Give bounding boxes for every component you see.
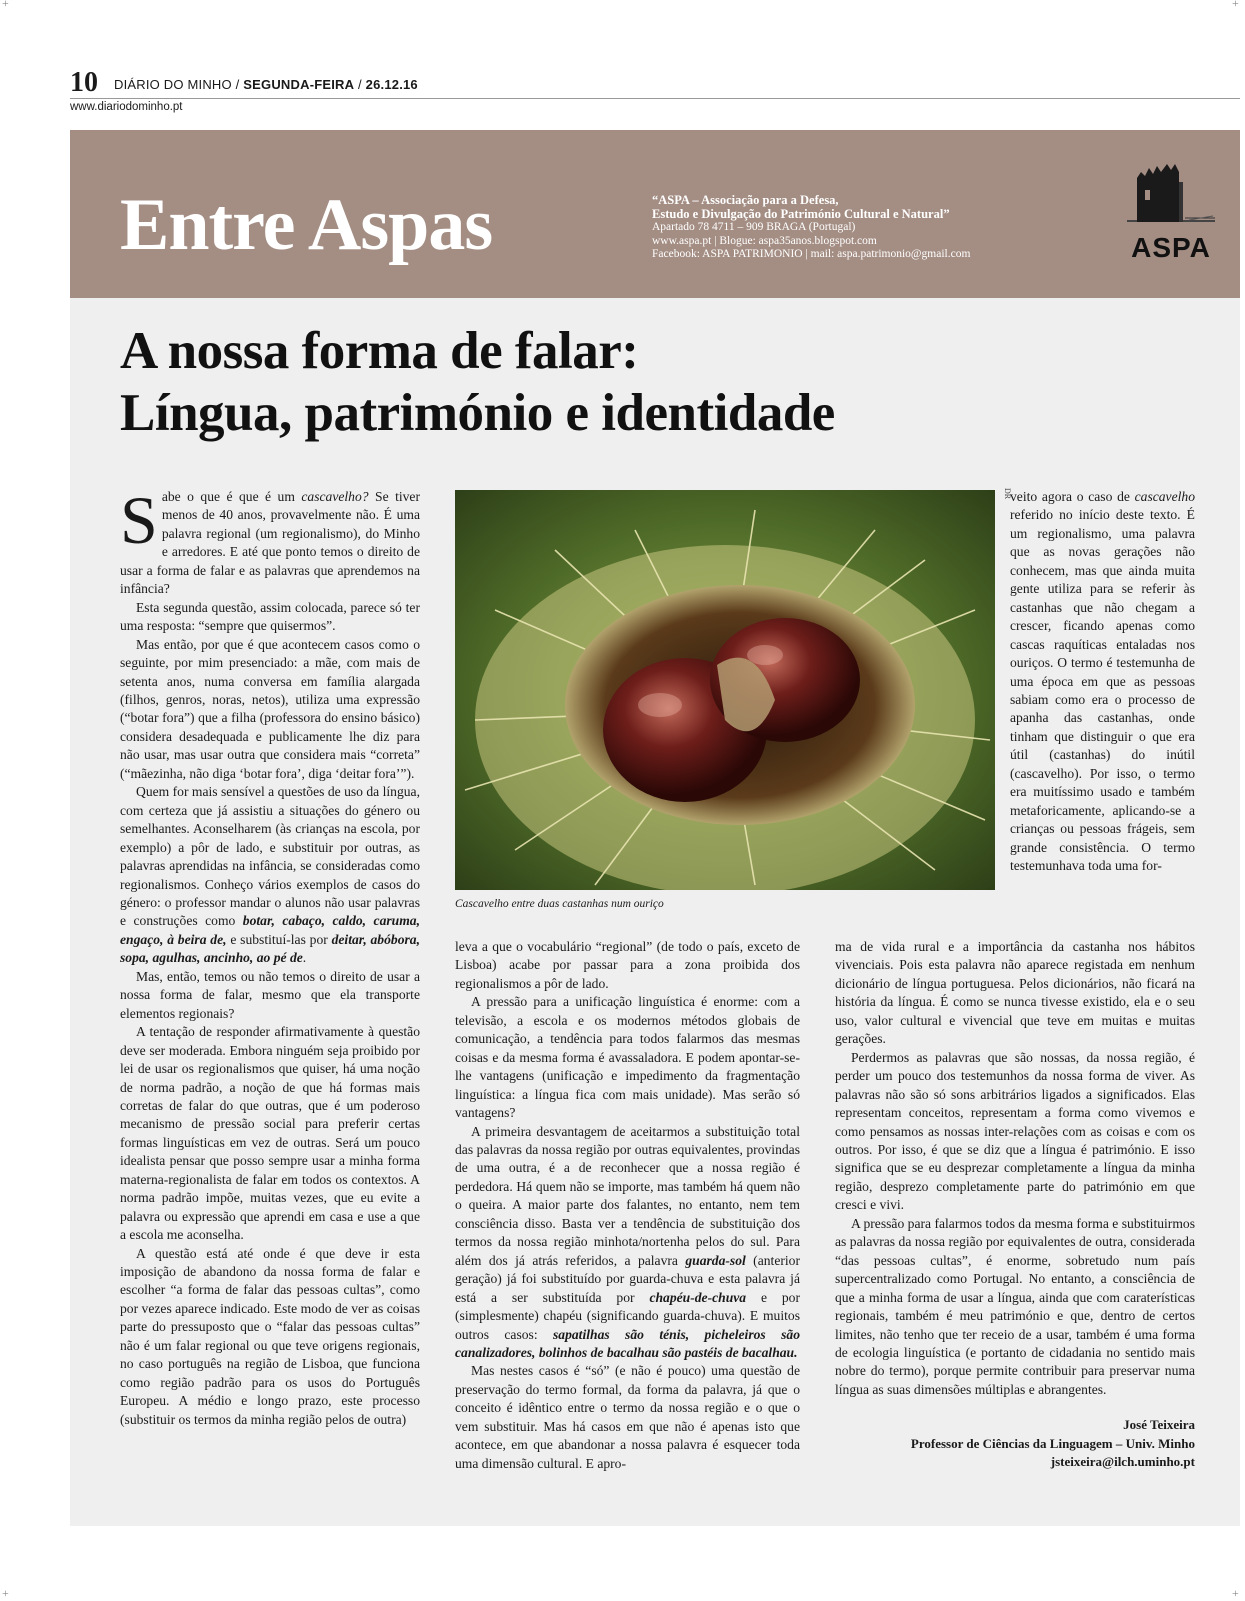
article-panel — [70, 298, 1240, 1526]
paragraph: Mas nestes casos é “só” (e não é pouco) uma questão de preservação do termo formal, da forma da palavra, já que o conceito é idêntico entre o termo da nossa região e o que o vem substituir. Mas há casos em que não é apenas isto que acontece, em que abandonar a nossa palavra é esquecer toda uma dimensão cultural. E apro- — [455, 1363, 800, 1471]
author-name: José Teixeira — [1123, 1417, 1195, 1432]
tower-icon — [1123, 160, 1219, 232]
headline-line2: Língua, património e identidade — [120, 384, 835, 442]
paragraph: A tentação de responder afirmativamente à questão deve ser moderada. Embora ninguém seja proibido por lei de usar os regionalismos que quiser, há uma noção de norma padrão, a noção de que há formas mais corretas de falar do que outras, que é um poderoso mecanismo de pressão social para preferir certas formas linguísticas em vez de outras. Será um pouco idealista pensar que posso sempre usar a minha forma materna-regionalista de falar em todos os contextos. A norma padrão impõe, muitas vezes, que eu evite a palavra ou expressão que aprendi em casa e use a que a escola me aconselha. — [120, 1024, 420, 1243]
org-name-line1: “ASPA – Associação para a Defesa, — [652, 193, 839, 207]
paragraph: Mas então, por que é que acontecem casos como o seguinte, por mim presenciado: a mãe, com mais de setenta anos, numa conversa em família alargada (filhos, genros, noras, netos), utiliza uma expressão (“botar fora”) que a filha (professora do ensino básico) considera desadequada e publicamente lhe diz para não usar, mas usar outra que considera mais “correta” (“mãezinha, não diga ‘botar fora’, diga ‘deitar fora’”). — [120, 636, 420, 781]
organization-info — [652, 194, 970, 262]
photo-credit: DR — [1003, 488, 1012, 500]
crop-mark-bl: + — [2, 1586, 9, 1600]
paragraph: A questão está até onde é que deve ir esta imposição de abandono da nossa forma de falar e escolher “a forma de falar das pessoas cultas”, como por vezes aparece indicado. Este modo de ver as coisas parte do pressuposto que o “falar das pessoas cultas” não é um falar regional ou que teve origens regionais, no caso português na região de Lisboa, que funciona como região padrão para os usos do Português Europeu. A médio e longo prazo, este processo (substituir os termos da minha região pelos de outra) — [120, 1245, 420, 1427]
aspa-logo — [1123, 160, 1219, 272]
article-column-2 — [455, 938, 800, 1473]
logo-text: ASPA — [1131, 232, 1211, 263]
paragraph: A pressão para a unificação linguística é enorme: com a televisão, a escola e os modernos métodos globais de comunicação, a tendência para todos falarmos das mesmas coisas e da mesma forma é avassaladora. E podem apontar-se-lhe vantagens (unificação e impedimento da fragmentação linguística: a língua fica com mais unidade). Mas serão só vantagens? — [455, 994, 800, 1121]
drop-cap: S — [120, 482, 158, 558]
crop-mark-tl: + — [2, 0, 9, 10]
website-link[interactable]: www.diariodominho.pt — [70, 101, 183, 113]
paragraph: leva a que o vocabulário “regional” (de todo o país, exceto de Lisboa) acabe por passar para a zona proibida dos regionalismos a pôr de lado. — [455, 939, 800, 991]
author-signature — [835, 1416, 1195, 1472]
chestnut-burr-image — [455, 490, 995, 890]
paragraph: A primeira desvantagem de aceitarmos a substituição total das palavras da nossa região por outras equivalentes, provindas de uma outra, é a de reconhecer que a nossa região é perdedora. Há quem não se importe, mas também há quem não o queira. A maior parte dos falantes, no entanto, nem tem consciência disso. Basta ver a tendência de substituição dos termos da nossa região minhota/nortenha pelos do sul. Para além dos já atrás referidos, a palavra guarda-sol (anterior geração) já foi substituído por guarda-chuva e esta palavra já está a ser substituída por chapéu-de-chuva e por (simplesmente) chapéu (significando guarda-chuva). E muitos outros casos: sapatilhas são ténis, picheleiros são canalizadores, bolinhos de bacalhau são pastéis de bacalhau. — [455, 1123, 801, 1360]
paragraph: Sabe o que é que é um cascavelho? Se tiver menos de 40 anos, provavelmente não. É uma palavra regional (um regionalismo), do Minho e arredores. E até que ponto temos o direito de usar a forma de falar e as palavras que aprendemos na infância? — [120, 482, 420, 597]
section-title: Entre Aspas — [120, 184, 493, 266]
issue-date: 26.12.16 — [365, 77, 418, 92]
article-column-3 — [1010, 488, 1195, 876]
org-name-line2: Estudo e Divulgação do Património Cultural e Natural” — [652, 206, 950, 221]
article-column-4 — [835, 938, 1195, 1399]
paper-info — [114, 77, 418, 92]
separator: / — [235, 77, 240, 92]
org-web: www.aspa.pt | Blogue: aspa35anos.blogspot.com — [652, 234, 877, 247]
paragraph: Mas, então, temos ou não temos o direito de usar a nossa forma de falar, mesmo que ela transporte elementos regionais? — [120, 968, 420, 1021]
paragraph: veito agora o caso de cascavelho referido no início deste texto. É um regionalismo, uma palavra que as novas gerações não conhecem, mas que ainda muita gente utiliza para se referir às castanhas que não chegam a crescer, ficando apenas como cascas raquíticas entaladas nos ouriços. O termo é testemunha de uma época em que as pessoas sabiam como era o processo de apanha das castanhas, onde tinham que distinguir o que era útil (castanhas) do inútil (cascavelho). Por isso, o termo era muitíssimo usado e também metaforicamente, aplicando-se a crianças ou pessoas frágeis, sem grande consistência. O termo testemunhava toda uma for- — [1010, 489, 1195, 874]
paragraph: Perdermos as palavras que são nossas, da nossa região, é perder um pouco dos testemunhos da nossa forma de viver. As palavras não são só sons arbitrários ligados a significados. Elas representam conceitos, representam a forma como vivemos e como pensamos as nossas inter-relações com as coisas e com os outros. Por isso, é que se diz que a língua é património. E isso significa que se eu desprezar completamente a língua da minha região, desprezo completamente parte do património em que cresci e vivi. — [835, 1049, 1195, 1213]
author-email[interactable]: jsteixeira@ilch.uminho.pt — [1050, 1454, 1195, 1469]
article-column-1 — [120, 482, 420, 1429]
weekday: SEGUNDA-FEIRA — [243, 77, 355, 92]
paragraph: ma de vida rural e a importância da castanha nos hábitos vivenciais. Pois esta palavra não aparece registada em nenhum dicionário de língua portuguesa. Pelos dicionários, não ficará na história da língua. É como se nunca tivesse existido, ela e o seu uso, valor cultural e vivencial que teve em muitas e muitas gerações. — [835, 939, 1195, 1047]
masthead — [70, 68, 1240, 99]
org-contacts: Facebook: ASPA PATRIMONIO | mail: aspa.patrimonio@gmail.com — [652, 248, 971, 260]
paper-name: DIÁRIO DO MINHO — [114, 77, 232, 92]
page-number: 10 — [70, 67, 98, 98]
headline-line1: A nossa forma de falar: — [120, 322, 639, 380]
photo-caption: Cascavelho entre duas castanhas num ouriço — [455, 898, 664, 910]
org-address: Apartado 78 4711 – 909 BRAGA (Portugal) — [652, 221, 856, 233]
crop-mark-tr: + — [1232, 0, 1239, 10]
author-title: Professor de Ciências da Linguagem – Univ. Minho — [910, 1435, 1195, 1451]
section-banner — [70, 130, 1240, 298]
separator: / — [358, 77, 362, 92]
headline — [120, 320, 835, 444]
chestnut-photo — [455, 490, 995, 890]
paragraph: A pressão para falarmos todos da mesma forma e substituirmos as palavras da nossa região por equivalentes de outra, considerada “das pessoas cultas”, é enorme, sobretudo num país supercentralizado como Portugal. No entanto, a consciência de que a minha forma de usar a língua, ainda que com caraterísticas regionais, também é meu património e que, dentro de certos limites, não tenho que ter receio de a usar, também é uma forma de ecologia linguística (e portanto de cidadania no sentido mais nobre do termo), porque permite contribuir para preservar numa língua as suas dimensões múltiplas e abrangentes. — [835, 1215, 1195, 1397]
paragraph: Esta segunda questão, assim colocada, parece só ter uma resposta: “sempre que quisermos”. — [120, 599, 420, 634]
paragraph: Quem for mais sensível a questões de uso da língua, com certeza que já assistiu a situações do género ou semelhantes. Aconselharem (às crianças na escola, por exemplo) a pôr de lado, e substituir por outras, as palavras aprendidas na infância, se consideradas como regionalismos. Conheço vários exemplos de casos do género: o professor mandar o alunos não usar palavras e construções como botar, cabaço, caldo, caruma, engaço, à beira de, e substituí-las por deitar, abóbora, sopa, agulhas, ancinho, ao pé de. — [120, 784, 420, 966]
crop-mark-br: + — [1232, 1586, 1239, 1600]
